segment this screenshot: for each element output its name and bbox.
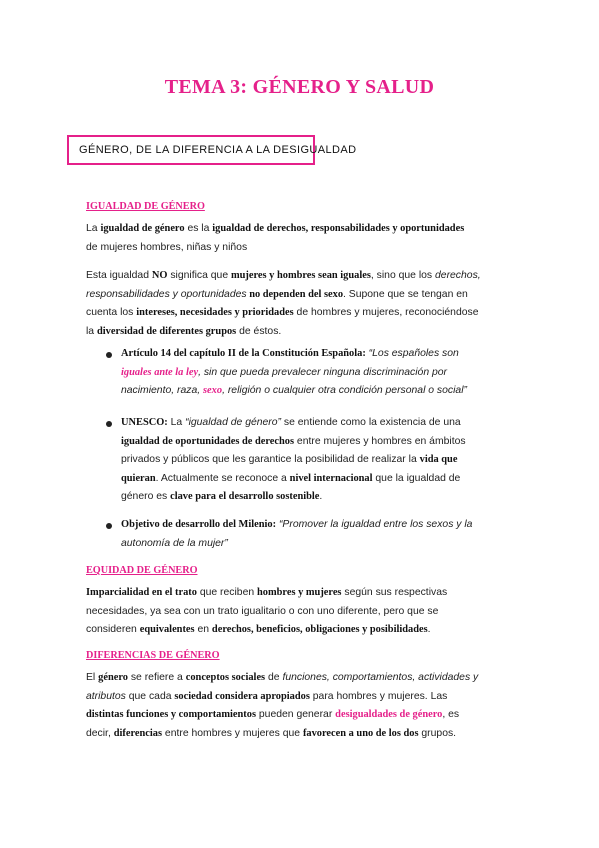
bullet-marker (106, 421, 112, 427)
bullet-marker (106, 523, 112, 529)
page-title: TEMA 3: GÉNERO Y SALUD (164, 76, 435, 98)
paragraph-igualdad-explanation: Esta igualdad NO significa que mujeres y hombres sean iguales, sino que los derechos, responsabilidades y oportunidades no dependen del sexo. Supone que se tengan en cuenta los intereses, necesidades y prioridades de hombres y mujeres, reconociéndose la diversidad de diferentes grupos de éstos. (86, 270, 481, 337)
heading-equidad: EQUIDAD DE GÉNERO (86, 565, 198, 576)
bullet-milenio: Objetivo de desarrollo del Milenio: “Promover la igualdad entre los sexos y la autonomía de la mujer” (121, 519, 473, 549)
paragraph-igualdad-definition: La igualdad de género es la igualdad de derechos, responsabilidades y oportunidades de mujeres hombres, niñas y niños (86, 223, 465, 253)
bullet-unesco: UNESCO: La “igualdad de género” se entiende como la existencia de una igualdad de oportunidades de derechos entre mujeres y hombres en ámbitos privados y públicos que les garantice la posibilidad de realizar la vida que quieran. Actualmente se reconoce a nivel internacional que la igualdad de género es clave para el desarrollo sostenible. (121, 417, 466, 502)
paragraph-diferencias: El género se refiere a conceptos sociales de funciones, comportamientos, actividades y atributos que cada sociedad considera apropiados para hombres y mujeres. Las distintas funciones y comportamientos pueden generar desigualdades de género, es decir, diferencias entre hombres y mujeres que favorecen a uno de los dos grupos. (86, 672, 479, 739)
section-box (67, 135, 357, 165)
bullet-constitucion: Artículo 14 del capítulo II de la Constitución Española: “Los españoles son iguales ante la ley, sin que pueda prevalecer ninguna discriminación por nacimiento, raza, sexo, religión o cualquier otra condición personal o social” (121, 348, 467, 396)
bullet-marker (106, 352, 112, 358)
heading-diferencias: DIFERENCIAS DE GÉNERO (86, 650, 220, 661)
section-box-label: GÉNERO, DE LA DIFERENCIA A LA DESIGUALDAD (79, 144, 357, 156)
paragraph-equidad: Imparcialidad en el trato que reciben hombres y mujeres según sus respectivas necesidades, ya sea con un trato igualitario o con uno diferente, pero que se consideren equivalentes en derechos, beneficios, obligaciones y posibilidades. (86, 587, 448, 635)
heading-igualdad: IGUALDAD DE GÉNERO (86, 201, 205, 212)
